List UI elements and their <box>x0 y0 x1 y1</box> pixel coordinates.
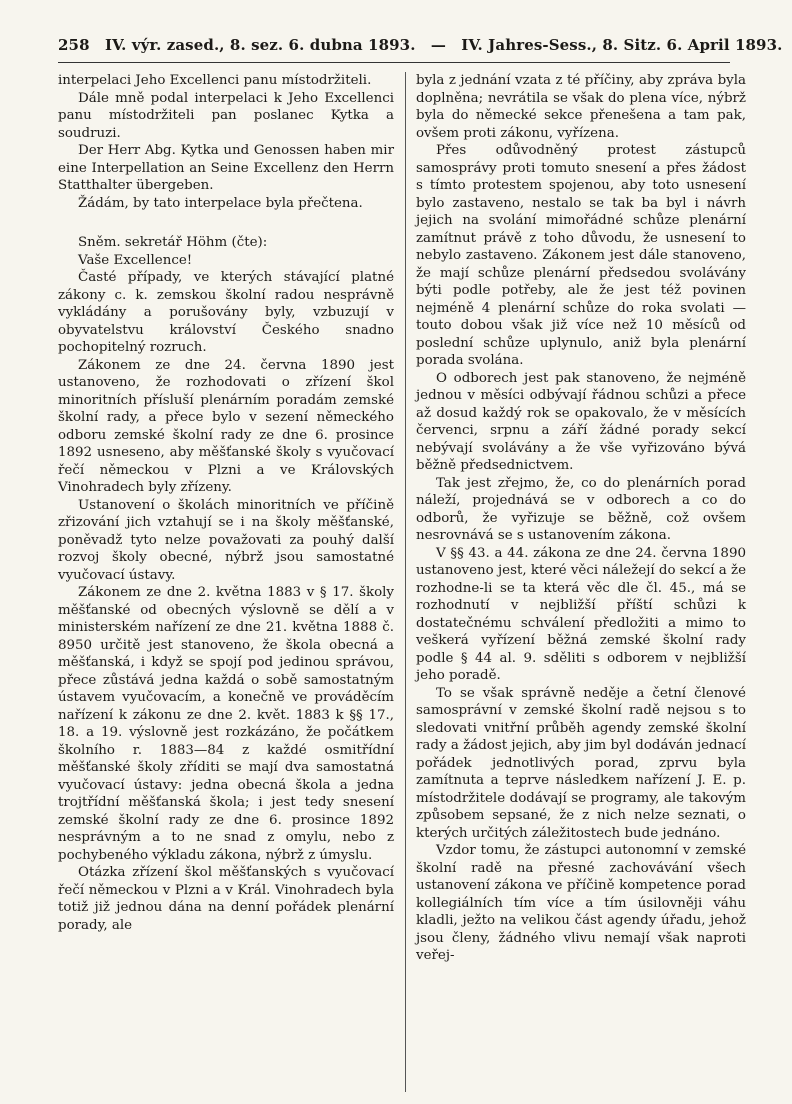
right-column <box>416 72 746 965</box>
paragraph: Zákonem ze dne 2. května 1883 v § 17. školy měšťanské od obecných výslovně se dělí a v ministerském nařízení ze dne 21. května 1888 č. 8950 určitě jest stanoveno, že škola obecná a měšťanská, i když se spojí pod jedinou správou, přece zůstává jedna každá o sobě samostatným ústavem vyučovacím, a konečně ve prováděcím nařízení k zákonu ze dne 2. květ. 1883 k §§ 17., 18. a 19. výslovně jest rozkázáno, že počátkem školního r. 1883—84 z každé osmitřídní měšťanské školy zříditi se mají dva samostatná vyučovací ústavy: jedna obecná škola a jedna trojtřídní měšťanská škola; i jest tedy snesení zemské školní rady ze dne 6. prosince 1892 nesprávným a to ne snad z omylu, nebo z pochybeného výkladu zákona, nýbrž z úmyslu. <box>58 585 394 863</box>
paragraph: Tak jest zřejmo, že, co do plenárních porad náleží, projednává se v odborech a co do odborů, že vyřizuje se běžně, což ovšem nesrovnává se s ustanovením zákona. <box>416 475 746 543</box>
paragraph: V §§ 43. a 44. zákona ze dne 24. června 1890 ustanoveno jest, které věci náležejí do sekcí a že rozhodne-li se ta která věc dle čl. 45., má se rozhodnutí v nejbližší příští schůzi k dostatečnému schválení předložiti a mimo to veškerá vyřízení běžná zemské školní rady podle § 44 al. 9. sděliti s odborem v nejbližší jeho poradě. <box>416 545 746 683</box>
salutation: Vaše Excellence! <box>78 252 193 268</box>
header-czech: IV. výr. zased., 8. sez. 6. dubna 1893. <box>104 36 416 54</box>
paragraph: Otázka zřízení škol měšťanských s vyučovací řečí německou v Plzni a v Král. Vinohradech byla totiž již jednou dána na denní pořádek plenární porady, ale <box>58 865 394 933</box>
paragraph: O odborech jest pak stanoveno, že nejméně jednou v měsíci odbývají řádnou schůzi a přece až dosud každý rok se opakovalo, že v měsících červenci, srpnu a září žádné porady sekcí nebývají svolávány a že vše vyřizováno bývá běžně předsednictvem. <box>416 370 746 473</box>
paragraph: To se však správně neděje a četní členové samosprávní v zemské školní radě nejsou s to sledovati vnitřní průběh agendy zemské školní rady a žádost jejich, aby jim byl dodáván jednací pořádek jednotlivých porad, zprvu byla zamítnuta a teprve následkem nařízení J. E. p. místodržitele dodávají se programy, ale takovým způsobem sepsané, že z nich nelze seznati, o kterých určitých záležitostech bude jednáno. <box>416 685 746 841</box>
spacer <box>58 212 394 234</box>
column-divider <box>405 72 406 1092</box>
paragraph: interpelaci Jeho Excellenci panu místodržiteli. <box>58 73 372 88</box>
paragraph: byla z jednání vzata z té příčiny, aby zpráva byla doplněna; nevrátila se však do plena více, nýbrž byla do německé sekce přenešena a tam pak, ovšem proti zákonu, vyřízena. <box>416 73 746 141</box>
speaker-line: Sněm. sekretář Höhm (čte): <box>78 235 268 250</box>
paragraph: Ustanovení o školách minoritních ve příčině zřizování jich vztahují se i na školy měšťanské, poněvadž tyto nelze považovati za pouhý další rozvoj školy obecné, nýbrž jsou samostatné vyučovací ústavy. <box>58 497 394 583</box>
running-header <box>58 36 783 54</box>
paragraph: Žádám, by tato interpelace byla přečtena. <box>78 195 363 211</box>
paragraph: Časté případy, ve kterých stávající platné zákony c. k. zemskou školní radou nesprávně vykládány a porušovány byly, vzbuzují v obyvatelstvu království Českého snadno pochopitelný rozruch. <box>58 270 394 355</box>
header-german: IV. Jahres-Sess., 8. Sitz. 6. April 1893. <box>461 36 783 54</box>
paragraph: Zákonem ze dne 24. června 1890 jest ustanoveno, že rozhodovati o zřízení škol minoritních přísluší plenárním poradám zemské školní rady, a přece bylo v sezení německého odboru zemské školní rady ze dne 6. prosince 1892 usneseno, aby měšťanské školy s vyučovací řečí německou v Plzni a ve Královských Vinohradech byly zřízeny. <box>58 357 394 495</box>
paragraph: Přes odůvodněný protest zástupců samosprávy proti tomuto snesení a přes žádost s tímto protestem spojenou, aby toto usnesení bylo zastaveno, nestalo se tak ba byl i návrh jejich na svolání mimořádné schůze plenární zamítnut právě z toho důvodu, že usnesení to nebylo zastaveno. Zákonem jest dále stanoveno, že mají schůze plenární předsedou svolávány býti podle potřeby, ale že jest též povinen nejméně 4 plenární schůze do roka svolati — touto dobou však již více než 10 měsíců od poslední schůze uplynulo, aniž byla plenární porada svolána. <box>416 143 746 368</box>
paragraph: Der Herr Abg. Kytka und Genossen haben mir eine Interpellation an Seine Excellenz den Herrn Statthalter übergeben. <box>58 143 394 193</box>
left-column <box>58 72 394 934</box>
header-separator: — <box>430 36 446 54</box>
paragraph: Dále mně podal interpelaci k Jeho Excellenci panu místodržiteli pan poslanec Kytka a soudruzi. <box>58 90 394 141</box>
header-rule <box>58 62 730 63</box>
paragraph: Vzdor tomu, že zástupci autonomní v zemské školní radě na přesné zachovávání všech ustanovení zákona ve příčině kompetence porad kollegiálních tím více a tím úsilovněji váhu kladli, ježto na velikou část agendy úřadu, jehož jsou členy, žádného vlivu nemají však naproti veřej- <box>416 843 746 963</box>
page-number: 258 <box>58 36 90 54</box>
